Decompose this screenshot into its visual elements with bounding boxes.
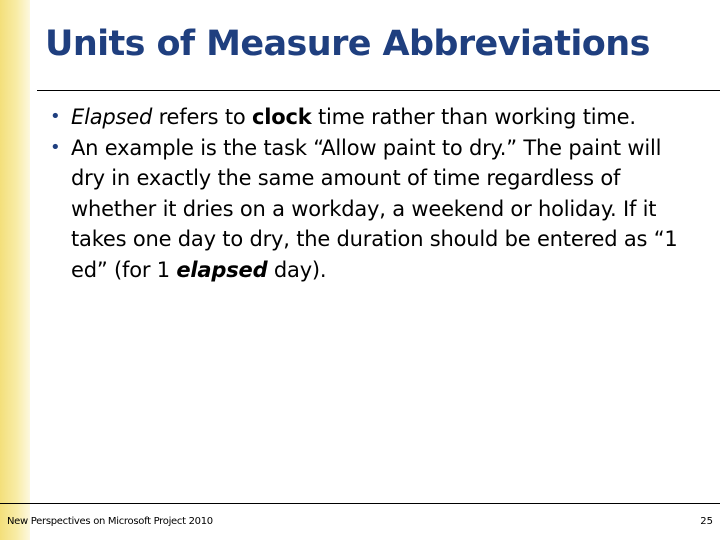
bullet-text xyxy=(71,105,636,129)
text-run: time rather than working time. xyxy=(311,105,636,129)
bullet-item-paint-example xyxy=(50,133,700,286)
bullet-item-elapsed-definition xyxy=(50,102,700,133)
footer-divider xyxy=(0,503,720,504)
text-run: refers to xyxy=(152,105,252,129)
footer-text: New Perspectives on Microsoft Project 2010 xyxy=(7,516,213,527)
title-divider xyxy=(37,90,720,91)
bullet-marker-icon: • xyxy=(50,106,61,127)
decorative-side-band xyxy=(0,0,30,540)
page-number: 25 xyxy=(700,516,713,527)
bullet-text xyxy=(71,136,678,282)
slide-title: Units of Measure Abbreviations xyxy=(45,24,650,64)
emphasis-clock: clock xyxy=(251,105,312,129)
bullet-marker-icon: • xyxy=(50,136,61,158)
text-run: day). xyxy=(267,257,327,282)
bullet-list xyxy=(50,102,700,285)
text-run: An example is the task “Allow paint to dry.” The paint will dry in exactly the same amount of time regardless of whether it dries on a workday, a weekend or holiday. If it takes one day to dry, the duration should be entered as “1 ed” (for 1 xyxy=(71,135,678,282)
emphasis-elapsed: elapsed xyxy=(176,257,268,282)
emphasis-elapsed: Elapsed xyxy=(71,105,153,129)
